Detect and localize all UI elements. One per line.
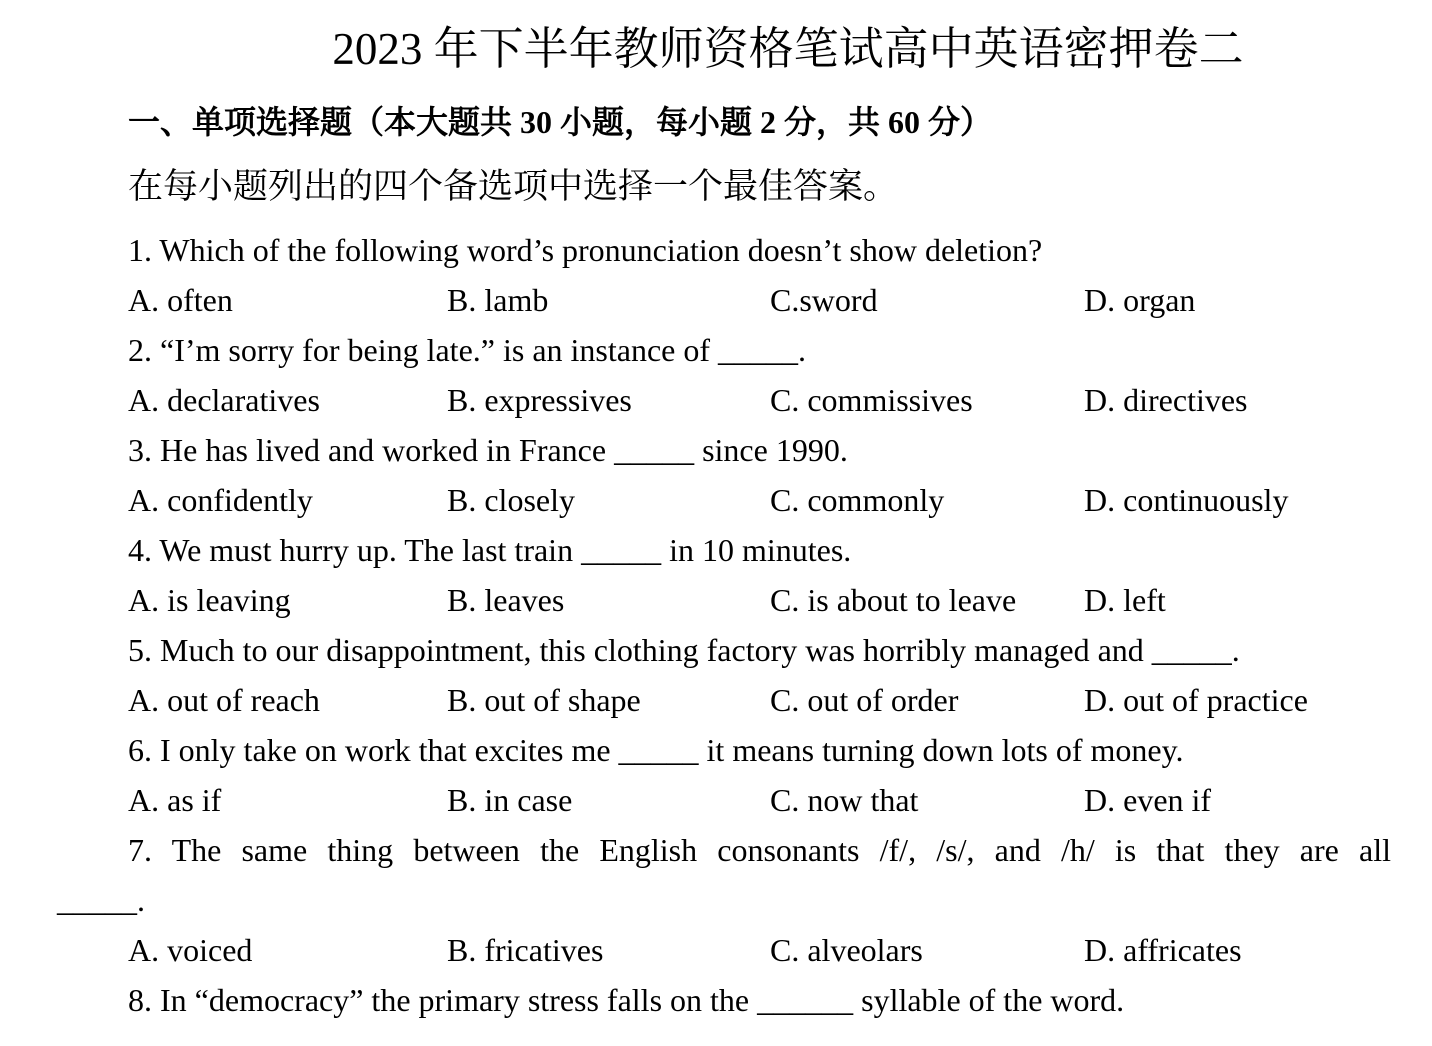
question-8-stem: 8. In “democracy” the primary stress falls on the ______ syllable of the word. [128,982,1125,1018]
question-1-option-b: B. lamb [447,282,549,318]
question-5-option-d: D. out of practice [1084,682,1308,718]
question-7-stem: 7. The same thing between the English consonants /f/, /s/, and /h/ is that they are all [128,832,1391,868]
question-4-option-d: D. left [1084,582,1166,618]
question-4-options [128,575,1391,625]
question-3-option-d: D. continuously [1084,482,1289,518]
question-5-option-c: C. out of order [770,682,959,718]
question-7-option-d: D. affricates [1084,932,1242,968]
section-heading: 一、单项选择题（本大题共 30 小题，每小题 2 分，共 60 分） [128,104,993,140]
question-3-options [128,475,1391,525]
question-2-options [128,375,1391,425]
question-3-option-c: C. commonly [770,482,945,518]
question-1-option-a: A. often [128,282,233,318]
question-7-option-a: A. voiced [128,932,253,968]
question-5-option-a: A. out of reach [128,682,320,718]
question-5-option-b: B. out of shape [447,682,641,718]
question-list [57,225,1391,1025]
question-4-stem: 4. We must hurry up. The last train _____ in 10 minutes. [128,532,852,568]
question-2-option-a: A. declaratives [128,382,320,418]
question-4-option-a: A. is leaving [128,582,291,618]
question-1-option-c: C.sword [770,282,878,318]
page-title: 2023 年下半年教师资格笔试高中英语密押卷二 [332,24,1244,74]
question-6-option-c: C. now that [770,782,919,818]
question-6-option-a: A. as if [128,782,222,818]
question-2-option-d: D. directives [1084,382,1248,418]
question-1-option-d: D. organ [1084,282,1196,318]
question-5-options [128,675,1391,725]
question-6-stem: 6. I only take on work that excites me _____ it means turning down lots of money. [128,732,1184,768]
question-2-stem: 2. “I’m sorry for being late.” is an instance of _____. [128,332,807,368]
question-7-options [128,925,1391,975]
question-3-option-b: B. closely [447,482,575,518]
section-instruction: 在每小题列出的四个备选项中选择一个最佳答案。 [128,167,899,206]
question-2-option-b: B. expressives [447,382,632,418]
question-1-stem: 1. Which of the following word’s pronunciation doesn’t show deletion? [128,232,1043,268]
question-4-option-b: B. leaves [447,582,565,618]
question-6-option-d: D. even if [1084,782,1212,818]
question-6-option-b: B. in case [447,782,573,818]
question-7-option-c: C. alveolars [770,932,923,968]
question-4-option-c: C. is about to leave [770,582,1017,618]
question-2-option-c: C. commissives [770,382,973,418]
question-1-options [128,275,1391,325]
exam-content [57,97,1391,1025]
question-7-option-b: B. fricatives [447,932,604,968]
exam-document-page [0,20,1432,1046]
question-5-stem: 5. Much to our disappointment, this clothing factory was horribly managed and _____. [128,632,1240,668]
question-7-continuation: _____. [57,882,145,918]
question-3-stem: 3. He has lived and worked in France _____ since 1990. [128,432,848,468]
question-3-option-a: A. confidently [128,482,313,518]
question-6-options [128,775,1391,825]
